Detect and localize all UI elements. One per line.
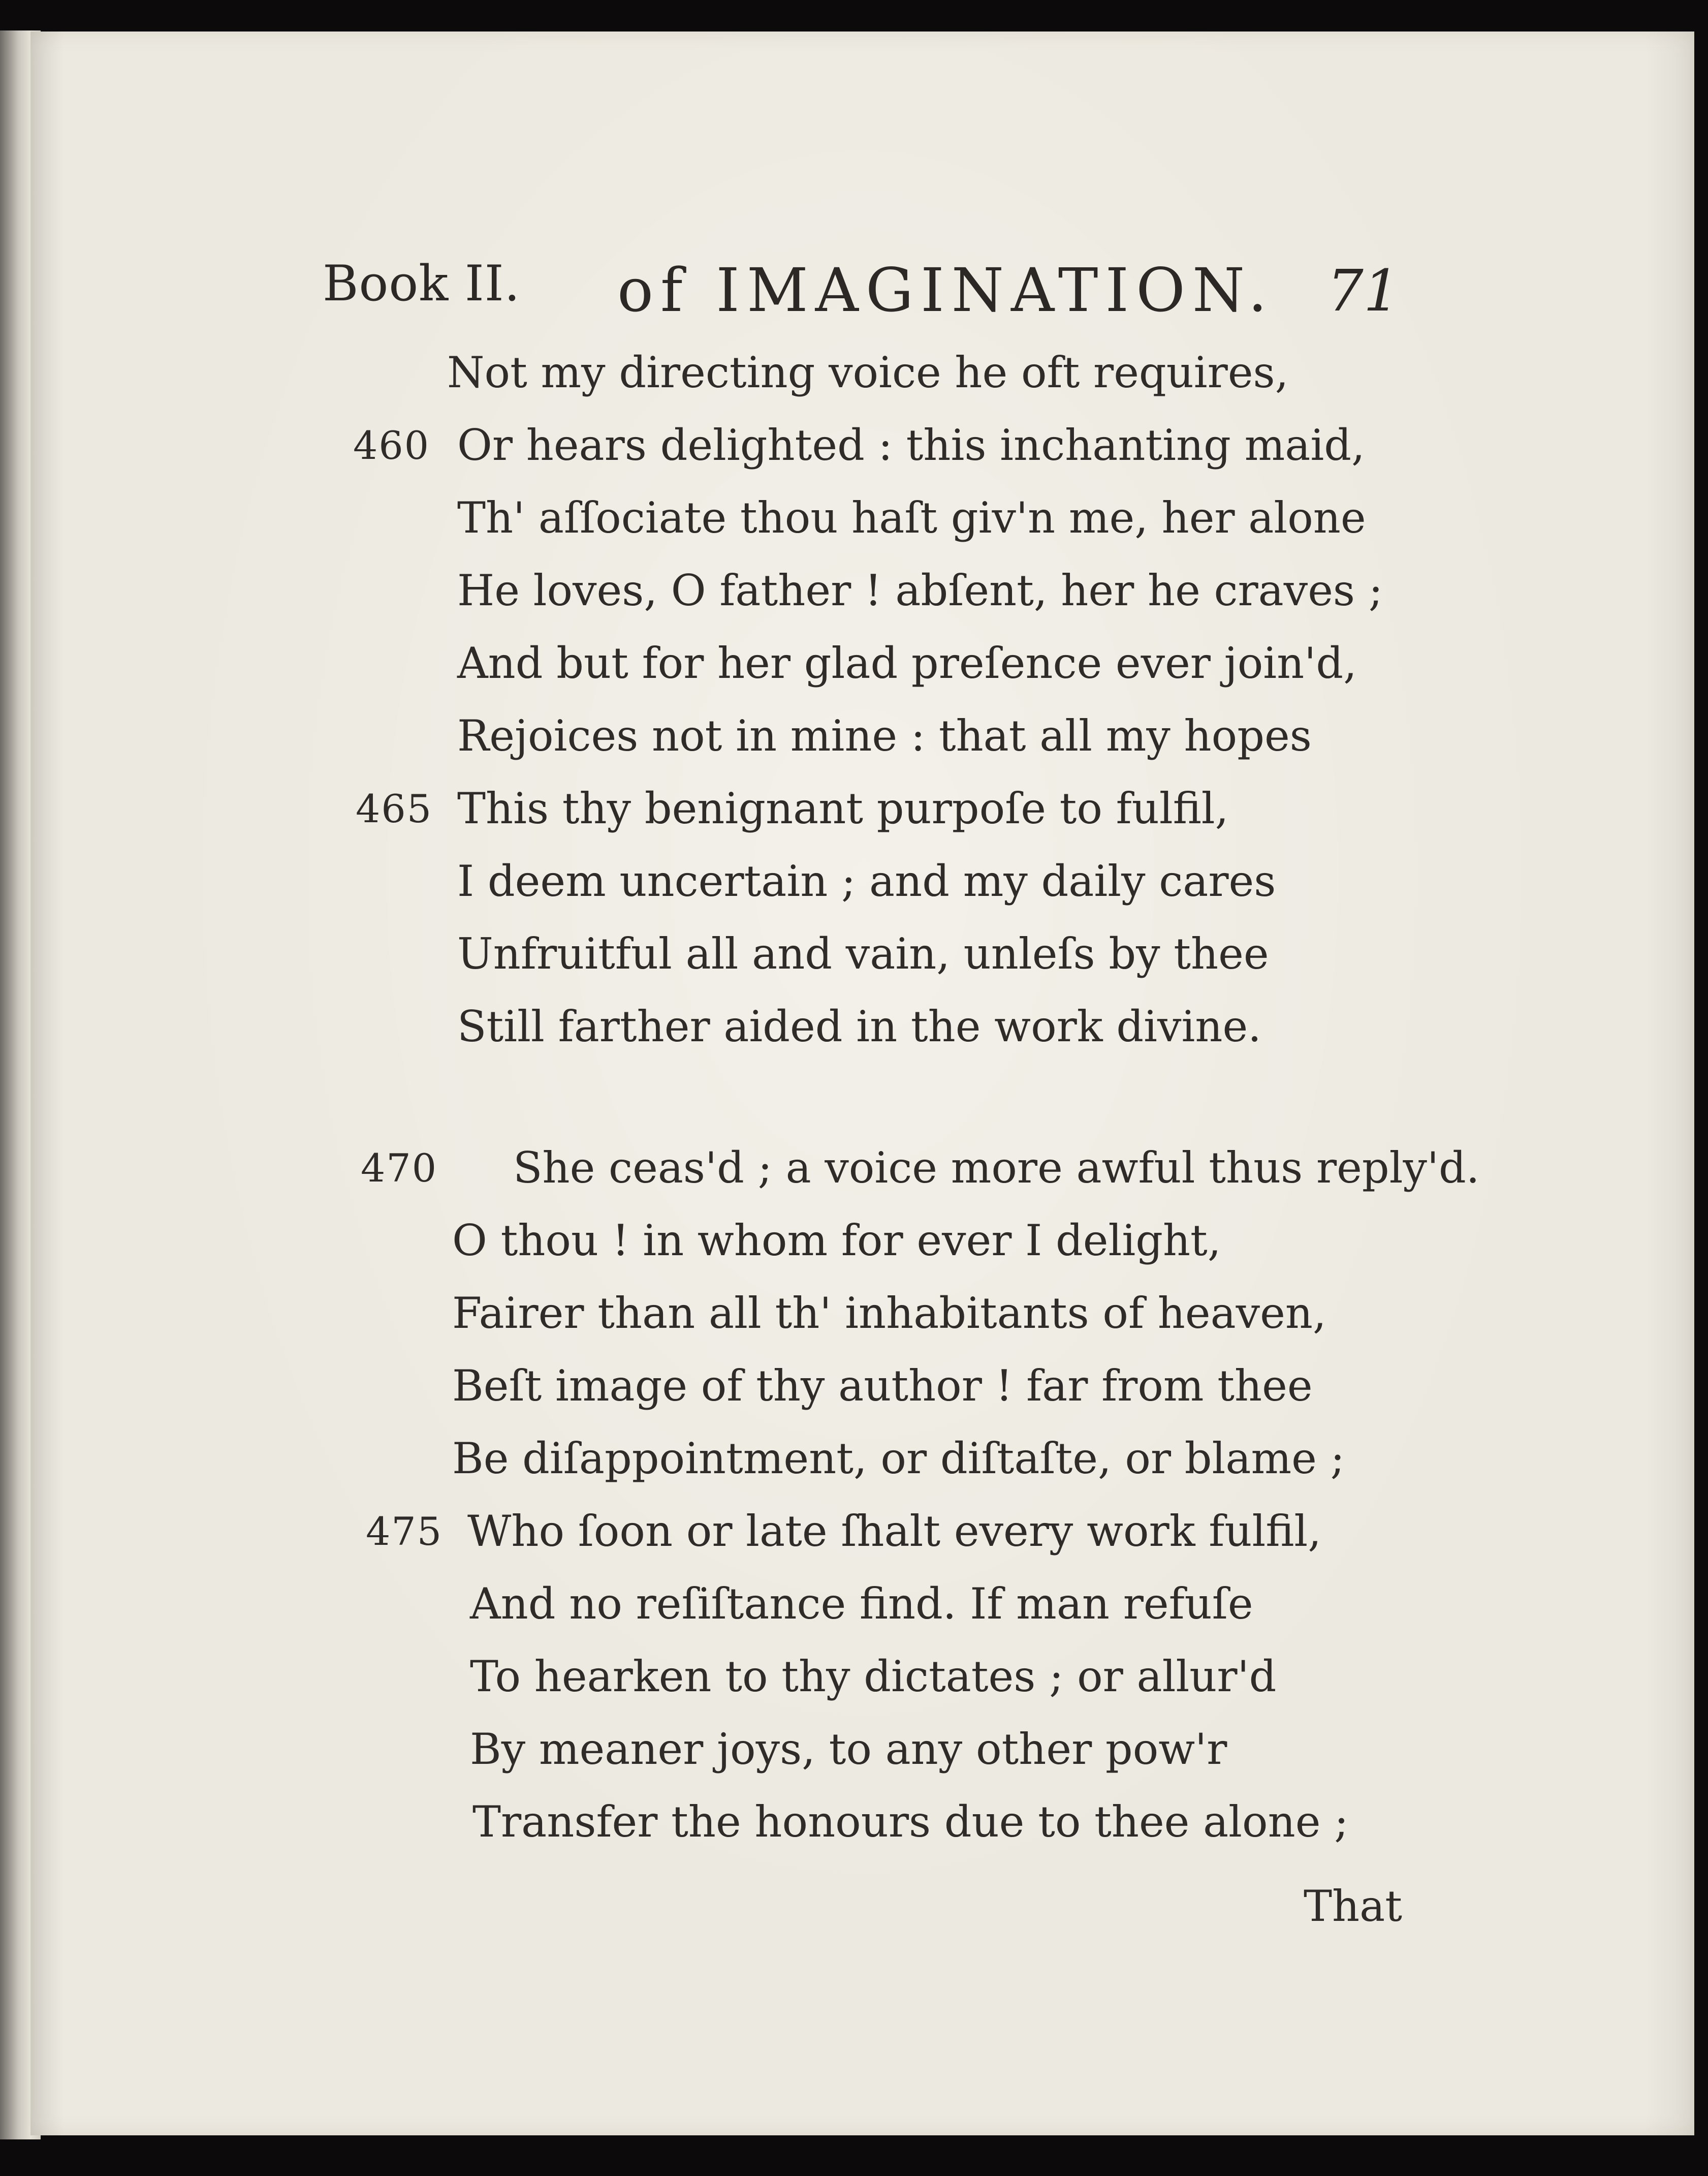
verse-line [325, 700, 1511, 772]
verse-text: He loves, O father ! abſent, her he craves ; [457, 566, 1383, 615]
catchword: That [1304, 1881, 1402, 1931]
verse-text: Still farther aided in the work divine. [457, 1002, 1261, 1051]
stanza-2 [325, 1132, 1511, 1858]
verse-text: Transfer the honours due to thee alone ; [472, 1797, 1349, 1847]
verse-text: Rejoices not in mine : that all my hopes [457, 711, 1312, 761]
verse-text: Unfruitful all and vain, unleſs by thee [457, 929, 1269, 979]
verse-line [325, 336, 1511, 409]
verse-text: Beſt image of thy author ! far from thee [452, 1361, 1313, 1411]
verse-line [325, 627, 1511, 700]
verse-text: And no reſiſtance find. If man refuſe [470, 1579, 1253, 1629]
book-page [30, 32, 1694, 2135]
verse-text: Fairer than all th' inhabitants of heaven, [452, 1288, 1326, 1338]
line-number: 475 [366, 1509, 443, 1554]
verse-text: Who ſoon or late ſhalt every work fulfil, [467, 1506, 1321, 1556]
verse-line [325, 1350, 1511, 1422]
verse-line [325, 409, 1511, 482]
verse-text: This thy benignant purpoſe to fulfil, [457, 784, 1229, 833]
verse-line [325, 845, 1511, 918]
verse-text: I deem uncertain ; and my daily cares [457, 856, 1276, 906]
verse-line [325, 990, 1511, 1063]
verse-text: Th' aſſociate thou haſt giv'n me, her alone [457, 493, 1366, 543]
verse-text: And but for her glad preſence ever join'd, [457, 638, 1357, 688]
verse-text: Not my directing voice he oft requires, [447, 348, 1289, 397]
verse-line [325, 1713, 1511, 1786]
verse-text: She ceas'd ; a voice more awful thus reply'd. [513, 1143, 1480, 1193]
running-title: of IMAGINATION. [617, 255, 1275, 325]
page-number: 71 [1327, 258, 1400, 324]
verse-line [325, 1568, 1511, 1640]
verse-text: Or hears delighted : this inchanting maid, [457, 420, 1365, 470]
line-number: 460 [353, 423, 430, 468]
verse-line [325, 1204, 1511, 1277]
verse-line [325, 1495, 1511, 1568]
stanza-1 [325, 336, 1511, 1063]
verse-line [325, 1786, 1511, 1858]
verse-text: To hearken to thy dictates ; or allur'd [470, 1652, 1277, 1701]
verse-line [325, 772, 1511, 845]
verse-text: By meaner joys, to any other pow'r [470, 1724, 1227, 1774]
verse-line [325, 1640, 1511, 1713]
line-number: 470 [361, 1145, 438, 1191]
verse-line [325, 1132, 1511, 1204]
verse-line [325, 482, 1511, 554]
verse-line [325, 918, 1511, 990]
verse-text: Be diſappointment, or diſtaſte, or blame ; [452, 1434, 1345, 1483]
verse-text: O thou ! in whom for ever I delight, [452, 1216, 1221, 1265]
running-header [323, 255, 1400, 326]
line-number: 465 [356, 786, 433, 831]
verse-line [325, 1277, 1511, 1350]
verse-line [325, 554, 1511, 627]
verse-line [325, 1422, 1511, 1495]
book-label: Book II. [323, 255, 521, 312]
